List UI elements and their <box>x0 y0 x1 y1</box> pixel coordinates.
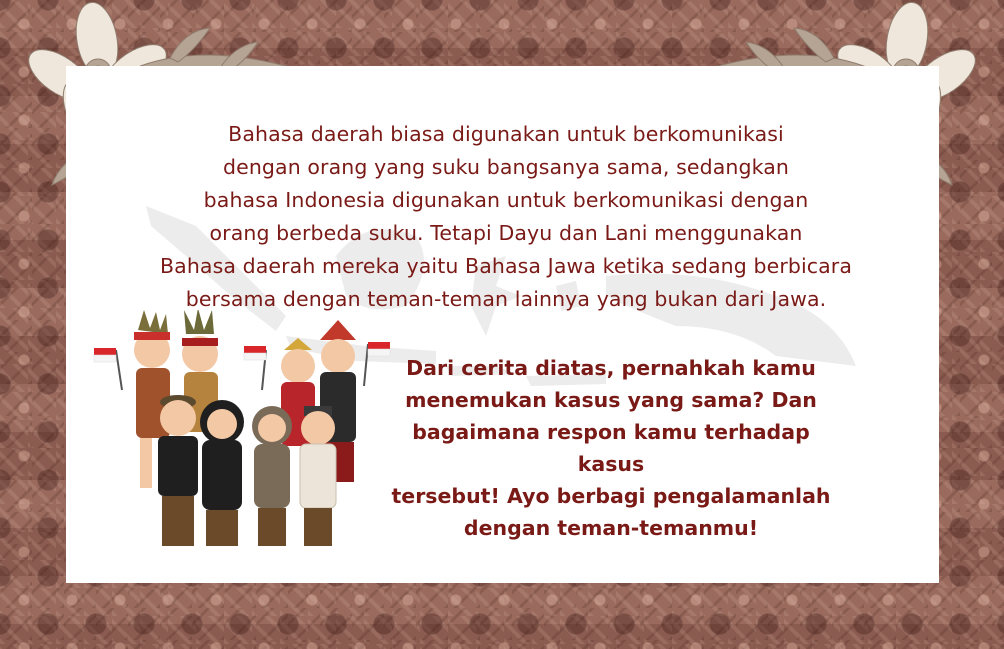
prompt-line: dengan teman-temanmu! <box>463 516 759 540</box>
prompt-line: tersebut! Ayo berbagi pengalamanlah <box>391 484 831 508</box>
indonesian-flag-icon <box>94 348 122 390</box>
story-line: bahasa Indonesia digunakan untuk berkomunikasi dengan <box>203 188 809 212</box>
prompt-line: bagaimana respon kamu terhadap kasus <box>412 420 810 476</box>
discussion-prompt <box>381 352 841 544</box>
story-line: dengan orang yang suku bangsanya sama, sedangkan <box>223 155 789 179</box>
indonesian-flag-icon <box>364 342 390 386</box>
story-line: orang berbeda suku. Tetapi Dayu dan Lani menggunakan <box>209 221 803 245</box>
story-paragraph <box>106 118 906 316</box>
prompt-line: Dari cerita diatas, pernahkah kamu <box>406 356 816 380</box>
story-line: Bahasa daerah biasa digunakan untuk berkomunikasi <box>228 122 784 146</box>
traditional-costume-children-illustration <box>86 310 396 560</box>
indonesian-flag-icon <box>244 346 266 390</box>
story-line: bersama dengan teman-teman lainnya yang bukan dari Jawa. <box>185 287 827 311</box>
prompt-line: menemukan kasus yang sama? Dan <box>405 388 817 412</box>
story-line: Bahasa daerah mereka yaitu Bahasa Jawa ketika sedang berbicara <box>160 254 852 278</box>
